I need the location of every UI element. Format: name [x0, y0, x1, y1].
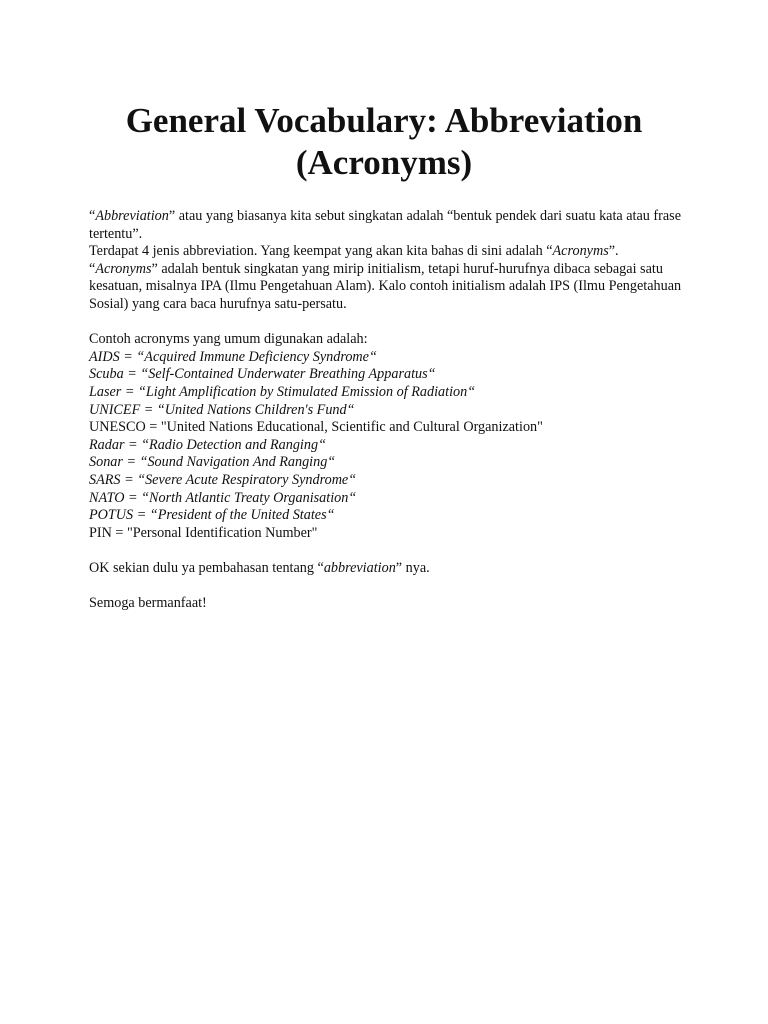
title-line-2: (Acronyms) [295, 143, 473, 182]
closing-term: abbreviation [323, 559, 396, 576]
paragraph-spacer [89, 577, 689, 595]
acronym-item: Radar = “Radio Detection and Ranging“ [89, 436, 326, 453]
definition-open-quote: “ [89, 260, 96, 277]
types-text: Terdapat 4 jenis abbreviation. Yang keempat yang akan kita bahas di sini adalah “ [89, 243, 553, 260]
intro-open-quote: “ [89, 208, 96, 224]
acronym-item: UNESCO = "United Nations Educational, Scientific and Cultural Organization" [89, 419, 543, 436]
acronym-item: AIDS = “Acquired Immune Deficiency Syndrome“ [89, 348, 377, 365]
closing-paragraph [89, 560, 689, 578]
examples-heading: Contoh acronyms yang umum digunakan adalah: [89, 331, 368, 348]
types-paragraph [89, 243, 689, 261]
paragraph-spacer [89, 542, 689, 560]
document-body [89, 208, 689, 613]
intro-text: ” atau yang biasanya kita sebut singkatan adalah “bentuk pendek dari suatu kata atau frase tertentu”. [89, 208, 681, 242]
acronym-item: SARS = “Severe Acute Respiratory Syndrome“ [89, 471, 357, 488]
closing-end: ” nya. [395, 559, 430, 576]
definition-paragraph [89, 261, 689, 314]
signoff: Semoga bermanfaat! [89, 595, 207, 612]
paragraph-spacer [89, 314, 689, 332]
intro-paragraph [89, 208, 689, 243]
acronym-item: UNICEF = “United Nations Children's Fund“ [89, 401, 355, 418]
closing-text: OK sekian dulu ya pembahasan tentang “ [89, 559, 324, 576]
definition-text: ” adalah bentuk singkatan yang mirip initialism, tetapi huruf-hurufnya dibaca sebagai satu kesatuan, misalnya IPA (Ilmu Pengetahuan Alam). Kalo contoh initialism adalah IPS (Ilmu Pengetahuan Sosial) yang cara baca hurufnya satu-persatu. [89, 260, 682, 312]
title-line-1: General Vocabulary: Abbreviation [125, 101, 643, 140]
acronym-item: Sonar = “Sound Navigation And Ranging“ [89, 454, 336, 471]
acronym-item: NATO = “North Atlantic Treaty Organisation“ [89, 489, 357, 506]
types-term: Acronyms [552, 243, 609, 260]
intro-term: Abbreviation [95, 208, 169, 224]
acronym-item: POTUS = “President of the United States“ [89, 507, 335, 524]
definition-term: Acronyms [95, 260, 152, 277]
acronym-item: Laser = “Light Amplification by Stimulated Emission of Radiation“ [89, 383, 476, 400]
page-title [0, 100, 768, 184]
acronym-list [89, 349, 689, 543]
acronym-item: Scuba = “Self-Contained Underwater Breathing Apparatus“ [89, 366, 436, 383]
acronym-item: PIN = "Personal Identification Number" [89, 524, 318, 541]
types-end: ”. [608, 243, 619, 260]
